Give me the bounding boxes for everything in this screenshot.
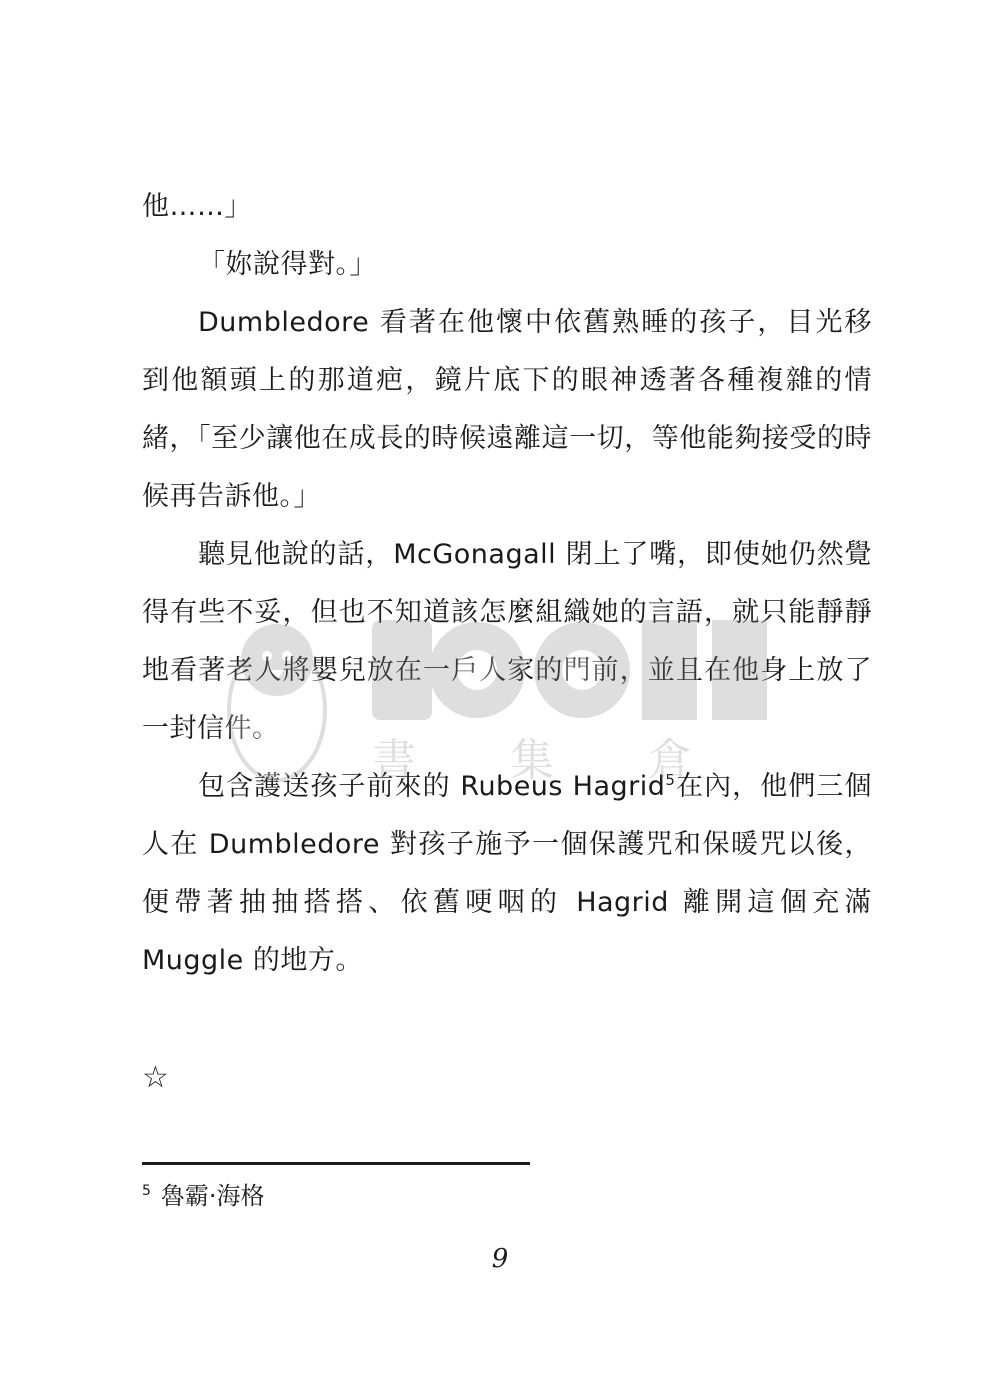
paragraph: 「妳說得對。」	[198, 249, 377, 280]
paragraph	[142, 758, 872, 990]
footnote	[142, 1178, 265, 1214]
footnote-reference[interactable]: 5	[665, 771, 676, 789]
paragraph: 聽見他說的話，McGonagall 閉上了嘴，即使她仍然覺得有些不妥，但也不知道該怎麼組織她的言語，就只能靜靜地看著老人將嬰兒放在一戶人家的門前，並且在他身上放了一封信件。	[142, 539, 872, 744]
page-number: 9	[491, 1244, 509, 1274]
body-text	[142, 178, 872, 990]
footnote-text: 魯霸·海格	[160, 1182, 265, 1210]
footnote-number: 5	[142, 1183, 151, 1199]
paragraph-text: 包含護送孩子前來的 Rubeus Hagrid	[198, 771, 666, 802]
footnote-separator	[142, 1162, 530, 1165]
section-break-star: ☆	[142, 1060, 169, 1095]
paragraph: 他……」	[142, 191, 252, 222]
watermark-subtitle: 書 集 倉	[372, 735, 732, 786]
paragraph-text: 在內，他們三個人在 Dumbledore 對孩子施予一個保護咒和保暖咒以後，便帶著抽抽搭搭、依舊哽咽的 Hagrid 離開這個充滿 Muggle 的地方。	[142, 771, 873, 976]
paragraph: Dumbledore 看著在他懷中依舊熟睡的孩子，目光移到他額頭上的那道疤，鏡片底下的眼神透著各種複雜的情緒，「至少讓他在成長的時候遠離這一切，等他能夠接受的時候再告訴他。」	[142, 307, 872, 512]
